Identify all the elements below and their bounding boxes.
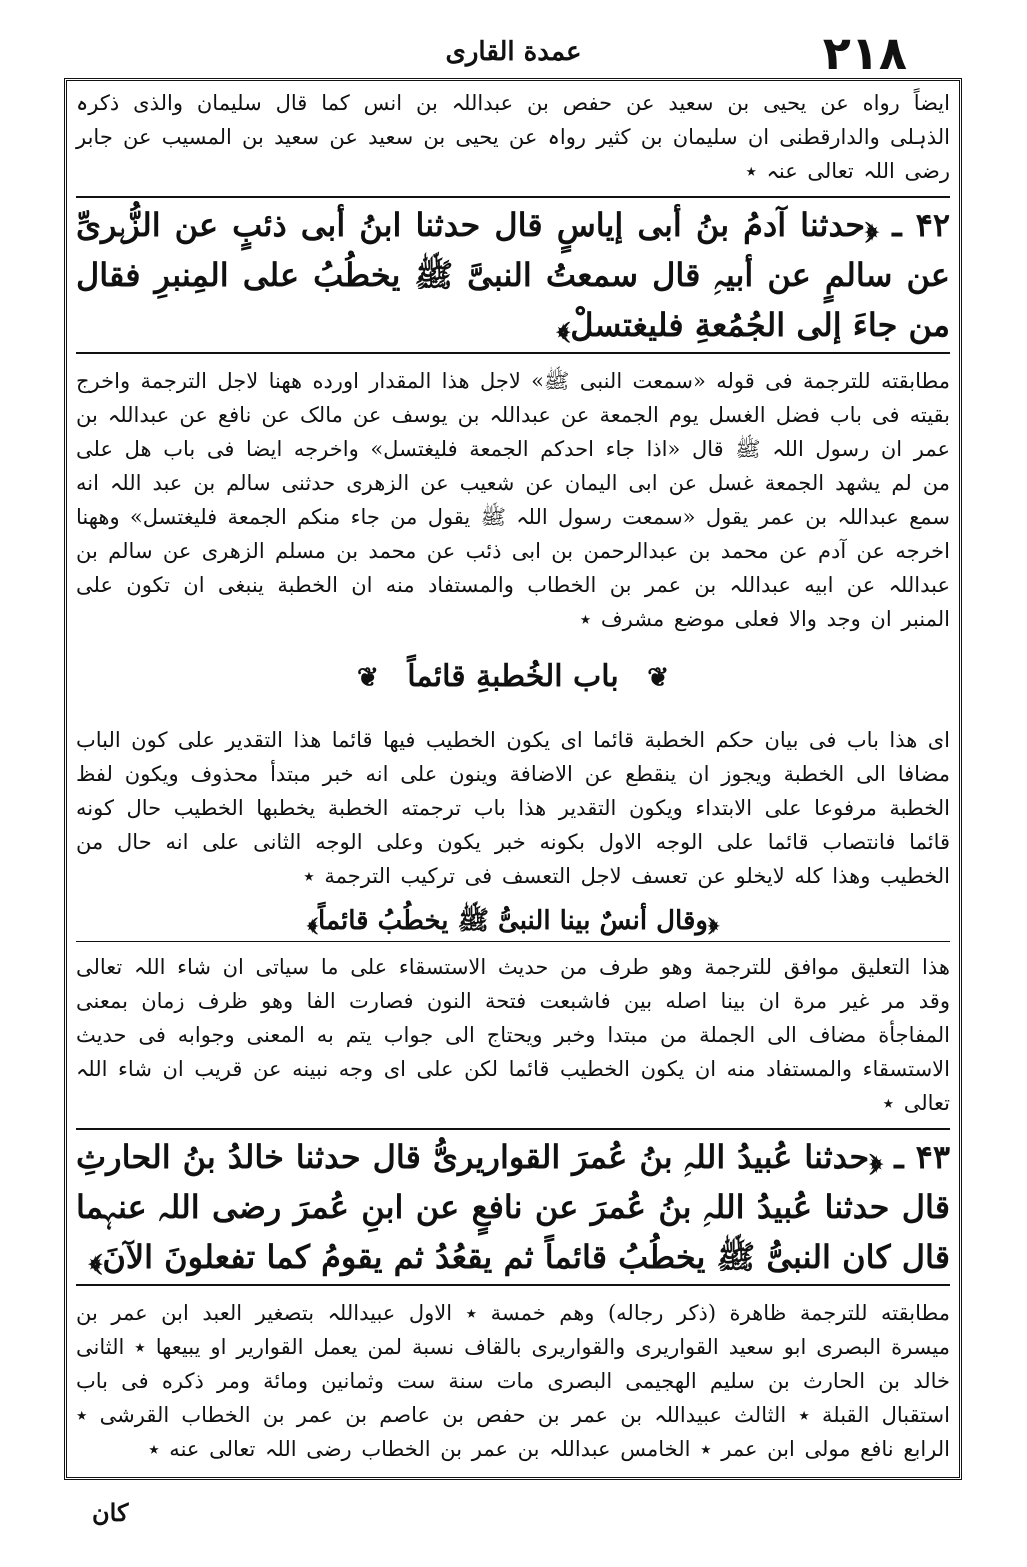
page-header (0, 0, 1027, 82)
main-text (70, 86, 956, 1476)
commentary-43-chain (76, 1474, 950, 1476)
chapter-title: باب الخُطبةِ قائماً (407, 659, 619, 694)
hadith-43: ۴۳ ـ ﴿حدثنا عُبیدُ اللہِ بنُ عُمرَ القواریریُّ قال حدثنا خالدُ بنُ الحارثِ قال حدثنا عُبیدُ اللہِ بنُ عُمرَ عن نافعٍ عن ابنِ عُمرَ رضی اللہ عنہما قال کان النبیُّ ﷺ یخطُبُ قائماً ثم یقعُدُ ثم یقومُ کما تفعلونَ الآنَ﴾ (76, 1128, 950, 1286)
chapter-heading (70, 650, 956, 705)
commentary-43-narrators: مطابقته للترجمة ظاهرة (ذکر رجاله) وهم خمسة ٭ الاول عبیداللہ بتصغیر العبد ابن عمر بن میسرة البصری ابو سعید القواریری والقواریری بالقاف نسبة لمن یعمل القواریر او یبیعها ٭ الثانی خالد بن الحارث بن سلیم الهجیمی البصری مات سنة ست وثمانین ومائة ومر ذکره فی باب استقبال القبلة ٭ الثالث عبیداللہ بن عمر بن حفص بن عاصم بن عمر بن الخطاب القرشی ٭ الرابع نافع مولی ابن عمر ٭ الخامس عبداللہ بن عمر بن الخطاب رضی اللہ تعالی عنه ٭ (76, 1301, 950, 1461)
chapter-commentary: ای هذا باب فی بیان حکم الخطبة قائما ای یکون الخطیب فیها قائما هذا التقدیر علی کون الباب مضافا الی الخطبة ویجوز ان ینقطع عن الاضافة وینون علی انه خبر مبتدأ محذوف ویکون لفظ الخطبة مرفوعا علی الابتداء ویکون التقدیر هذا باب ترجمته الخطبة یخطبها الخطیب حال کونه قائما فانتصاب قائما علی الوجه الاول بکونه خبر یکون وعلی الوجه الثانی علی انه حال من الخطیب وهذا کله لایخلو عن تعسف لاجل التعسف فی ترکیب الترجمة ٭ (76, 728, 950, 888)
running-title: عمدة القاری (445, 37, 582, 67)
ornament-icon: ❦ (356, 663, 379, 693)
commentary-42: مطابقته للترجمة فی قوله «سمعت النبی ﷺ» لاجل هذا المقدار اورده ههنا لاجل الترجمة واخرج بقیته فی باب فضل الغسل یوم الجمعة عن عبداللہ بن یوسف عن مالک عن نافع عن عبداللہ بن عمر ان رسول اللہ ﷺ قال «اذا جاء احدکم الجمعة فلیغتسل» واخرجه ایضا فی باب هل علی من لم یشهد الجمعة غسل عن ابی الیمان عن شعیب عن الزهری حدثنی سالم بن عبد اللہ انه سمع عبداللہ بن عمر یقول «سمعت رسول اللہ ﷺ یقول من جاء منکم الجمعة فلیغتسل» وههنا اخرجه عن آدم عن محمد بن عبدالرحمن بن ابی ذئب عن محمد بن مسلم الزهری عن سالم بن عبداللہ عن ابیه عبداللہ بن عمر بن الخطاب والمستفاد منه ان الخطبة ینبغی ان تکون علی المنبر ان وجد والا فعلی موضع مشرف ٭ (76, 369, 950, 631)
paragraph: ایضاً رواه عن یحیی بن سعید عن حفص بن عبداللہ بن انس کما قال سلیمان والذی ذکرہ الذہلی والدارقطنی ان سلیمان بن کثیر رواہ عن یحیی بن سعید عن سعید بن المسیب عن جابر رضی اللہ تعالی عنہ ٭ (76, 91, 950, 183)
catchword: کان (92, 1498, 129, 1527)
quote-commentary: هذا التعلیق موافق للترجمة وهو طرف من حدیث الاستسقاء علی ما سیاتی ان شاء اللہ تعالی وقد مر غیر مرة ان بینا اصله بین فاشبعت فتحة النون فصارت الفا وهو ظرف زمان بمعنی المفاجأة مضاف الی الجملة من مبتدا وخبر ویحتاج الی جواب یتم به المعنی وجوابه فی حدیث الاستسقاء والمستفاد منه ان یکون الخطیب قائما لکن علی ای وجه نبینه عن قریب ان شاء اللہ تعالی ٭ (76, 955, 950, 1115)
ornament-icon: ❦ (647, 663, 670, 693)
anas-quote: ﴿وقال أنسٌ بینا النبیُّ ﷺ یخطُبُ قائماً﴾ (76, 901, 950, 942)
hadith-42: ۴۲ ـ ﴿حدثنا آدمُ بنُ أبی إیاسٍ قال حدثنا ابنُ أبی ذئبٍ عن الزُّہریِّ عن سالمٍ عن أبیہِ قال سمعتُ النبیَّ ﷺ یخطُبُ علی المِنبرِ فقال من جاءَ إلی الجُمُعةِ فلیغتسلْ﴾ (76, 196, 950, 354)
page-number: ٢١٨ (822, 26, 907, 80)
